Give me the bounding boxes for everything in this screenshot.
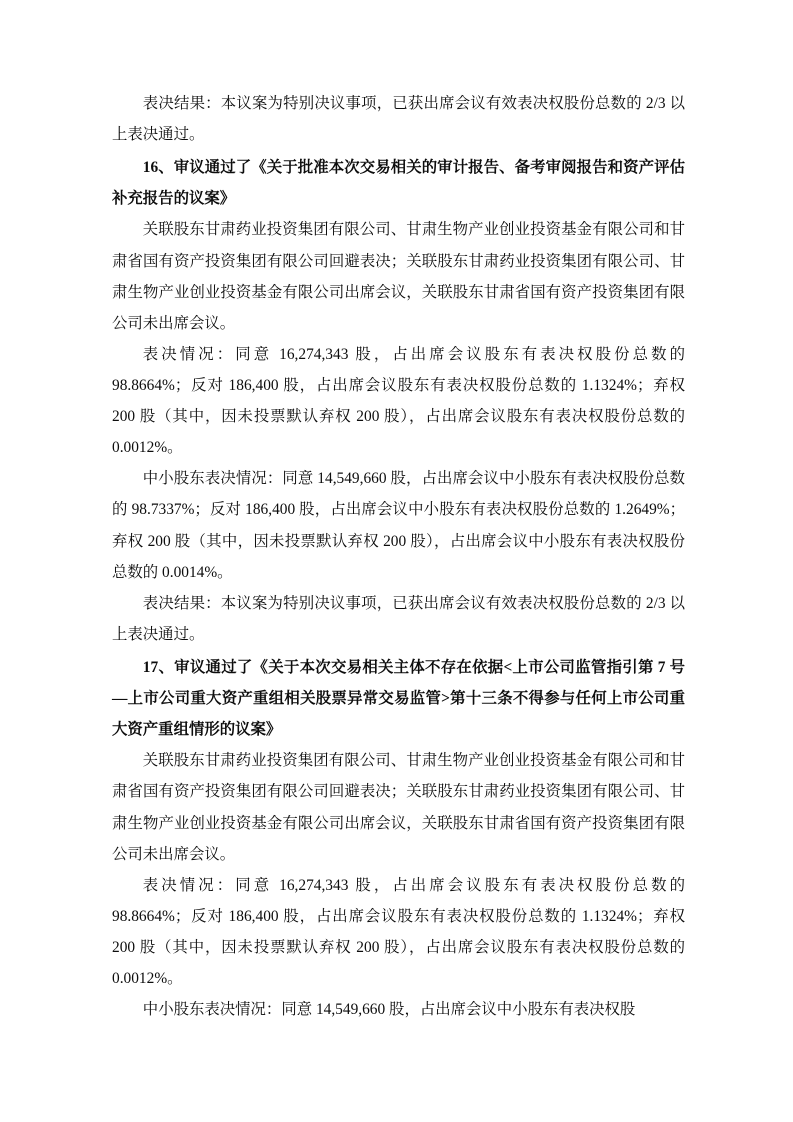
paragraph: 表决结果：本议案为特别决议事项，已获出席会议有效表决权股份总数的 2/3 以上表决通过。 [112, 95, 685, 144]
paragraph: 表决情况：同意 16,274,343 股，占出席会议股东有表决权股份总数的 98.8664%；反对 186,400 股，占出席会议股东有表决权股份总数的 1.1324%；弃权 200 股（其中，因未投票默认弃权 200 股），占出席会议股东有表决权股份总数的 0.0012%。 [112, 345, 685, 457]
paragraph: 中小股东表决情况：同意 14,549,660 股，占出席会议中小股东有表决权股份总数的 98.7337%；反对 186,400 股，占出席会议中小股东有表决权股份总数的 1.2649%；弃权 200 股（其中，因未投票默认弃权 200 股），占出席会议中小股东有表决权股份总数的 0.0014%。 [112, 470, 685, 581]
paragraph: 表决结果：本议案为特别决议事项，已获出席会议有效表决权股份总数的 2/3 以上表决通过。 [112, 594, 685, 643]
paragraph: 中小股东表决情况：同意 14,549,660 股，占出席会议中小股东有表决权股 [142, 1001, 636, 1019]
paragraph: 关联股东甘肃药业投资集团有限公司、甘肃生物产业创业投资基金有限公司和甘肃省国有资产投资集团有限公司回避表决；关联股东甘肃药业投资集团有限公司、甘肃生物产业创业投资基金有限公司出席会议，关联股东甘肃省国有资产投资集团有限公司未出席会议。 [112, 752, 685, 863]
document-body [112, 88, 685, 1025]
paragraph: 表决情况：同意 16,274,343 股，占出席会议股东有表决权股份总数的 98.8664%；反对 186,400 股，占出席会议股东有表决权股份总数的 1.1324%；弃权 200 股（其中，因未投票默认弃权 200 股），占出席会议股东有表决权股份总数的 0.0012%。 [112, 876, 685, 988]
paragraph: 关联股东甘肃药业投资集团有限公司、甘肃生物产业创业投资基金有限公司和甘肃省国有资产投资集团有限公司回避表决；关联股东甘肃药业投资集团有限公司、甘肃生物产业创业投资基金有限公司出席会议，关联股东甘肃省国有资产投资集团有限公司未出席会议。 [112, 221, 685, 332]
section-heading: 16、审议通过了《关于批准本次交易相关的审计报告、备考审阅报告和资产评估补充报告的议案》 [112, 159, 685, 208]
section-heading: 17、审议通过了《关于本次交易相关主体不存在依据<上市公司监管指引第 7 号—上市公司重大资产重组相关股票异常交易监管>第十三条不得参与任何上市公司重大资产重组情形的议案》 [112, 658, 685, 739]
